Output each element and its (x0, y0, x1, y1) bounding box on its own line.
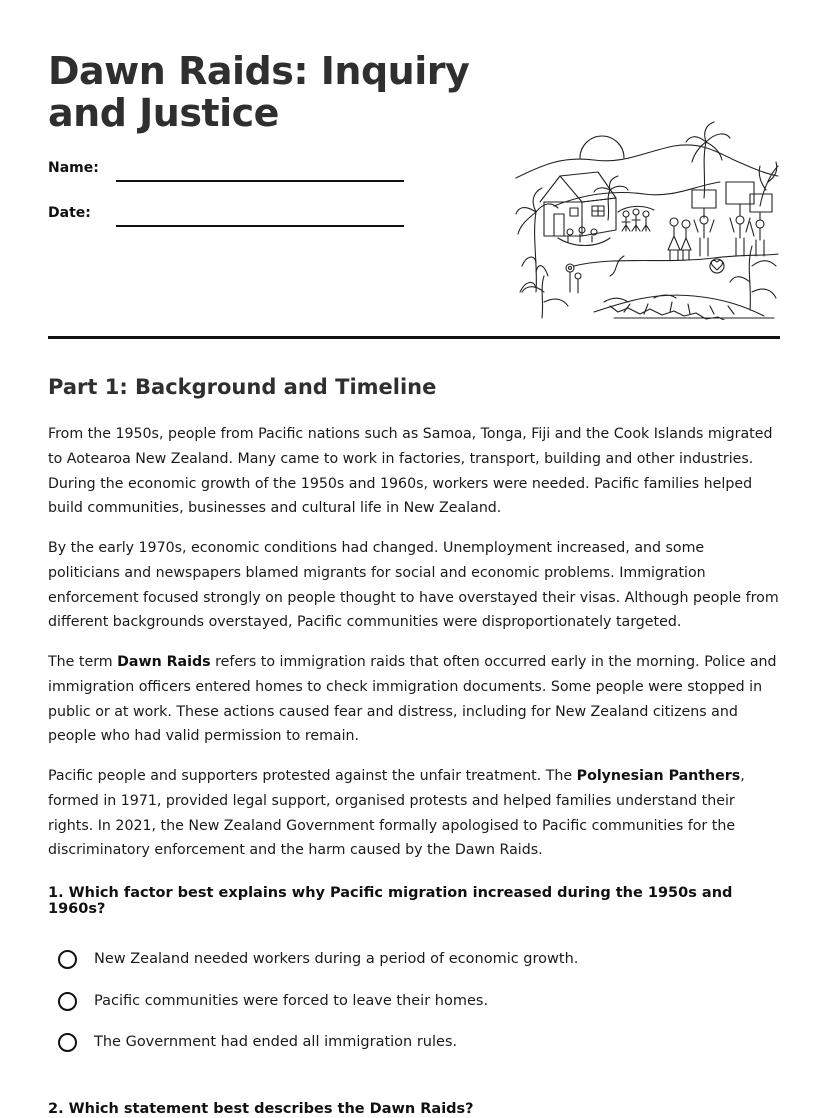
term-dawn-raids: Dawn Raids (117, 654, 211, 670)
paragraph-migration: From the 1950s, people from Pacific nations such as Samoa, Tonga, Fiji and the Cook Islands migrated to Aotearoa New Zealand. Many came to work in factories, transport, building and other industries. During the economic growth of the 1950s and 1960s, workers were needed. Pacific families helped build communities, businesses and cultural life in New Zealand. (48, 426, 773, 517)
paragraph-economy: By the early 1970s, economic conditions had changed. Unemployment increased, and some politicians and newspapers blamed migrants for social and economic problems. Immigration enforcement focused strongly on people thought to have overstayed their visas. Although people from different backgrounds overstayed, Pacific communities were disproportionately targeted. (48, 540, 779, 631)
worksheet-title: Dawn Raids: Inquiry and Justice (48, 49, 470, 135)
question-2: 2. Which statement best describes the Dawn Raids? (48, 1101, 474, 1117)
paragraph-polynesian-panthers: Pacific people and supporters protested against the unfair treatment. The Polynesian Panthers, formed in 1971, provided legal support, organised protests and helped families understand their rights. In 2021, the New Zealand Government formally apologised to Pacific communities for the discriminatory enforcement and the harm caused by the Dawn Raids. (48, 768, 745, 859)
radio-button[interactable] (58, 950, 77, 969)
worksheet-page (48, 0, 780, 1118)
option-label: New Zealand needed workers during a period of economic growth. (94, 951, 579, 967)
name-field[interactable] (116, 180, 404, 182)
date-field[interactable] (116, 225, 404, 227)
pacific-community-scene-illustration (514, 116, 780, 320)
name-label: Name: (48, 160, 99, 176)
date-label: Date: (48, 205, 91, 221)
section-divider (48, 336, 780, 339)
radio-button[interactable] (58, 992, 77, 1011)
paragraph-dawn-raids: The term Dawn Raids refers to immigration raids that often occurred early in the morning. Police and immigration officers entered homes to check immigration documents. Some people were stopped in public or at work. These actions caused fear and distress, including for New Zealand citizens and people who had valid permission to remain. (48, 654, 777, 745)
question-1-option-a[interactable] (58, 946, 578, 972)
part1-heading: Part 1: Background and Timeline (48, 375, 437, 399)
question-1-option-c[interactable] (58, 1029, 457, 1055)
radio-button[interactable] (58, 1033, 77, 1052)
question-1-option-b[interactable] (58, 988, 488, 1014)
term-polynesian-panthers: Polynesian Panthers (576, 768, 741, 784)
option-label: Pacific communities were forced to leave their homes. (94, 993, 489, 1009)
question-1: 1. Which factor best explains why Pacific migration increased during the 1950s and 1960s? (48, 885, 733, 917)
option-label: The Government had ended all immigration rules. (94, 1034, 458, 1050)
